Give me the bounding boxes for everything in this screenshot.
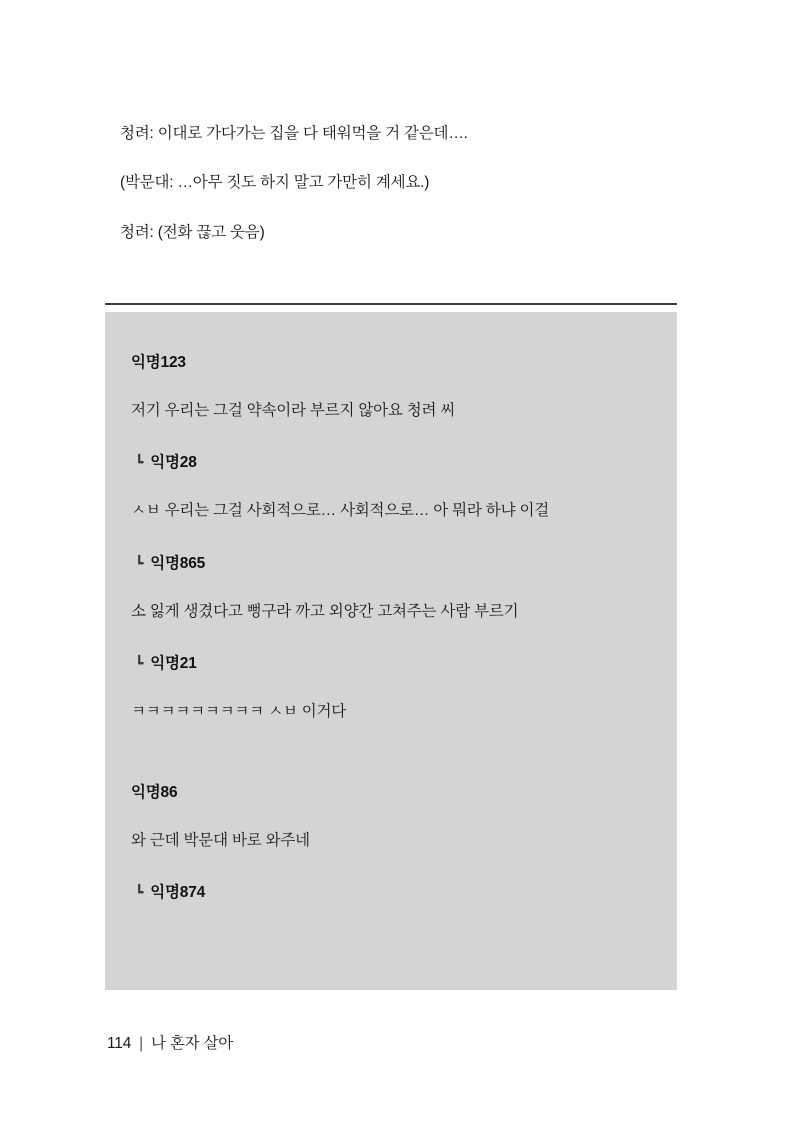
footer-separator: | xyxy=(139,1035,143,1052)
reply-arrow-icon: ┗ xyxy=(135,655,144,672)
script-line: 청려: 이대로 가다가는 집을 다 태워먹을 거 같은데…. xyxy=(120,125,468,142)
script-dialogue-block xyxy=(120,122,680,244)
reply-author-label: 익명28 xyxy=(150,454,197,472)
reply-body: ㅋㅋㅋㅋㅋㅋㅋㅋㅋ ㅅㅂ 이거다 xyxy=(131,703,347,721)
post-author: 익명86 xyxy=(131,783,178,801)
reply-author xyxy=(135,651,651,673)
reply-author xyxy=(135,880,651,902)
post-author: 익명123 xyxy=(131,354,186,371)
page-number: 114 xyxy=(107,1035,132,1052)
forum-comment-panel xyxy=(105,312,677,990)
reply-author-label: 익명21 xyxy=(150,655,197,673)
reply-author-label: 익명865 xyxy=(150,554,206,572)
reply-body: 소 잃게 생겼다고 뻥구라 까고 외양간 고쳐주는 사람 부르기 xyxy=(131,602,519,620)
post-body: 저기 우리는 그걸 약속이라 부르지 않아요 청려 씨 xyxy=(131,402,456,419)
reply-arrow-icon: ┗ xyxy=(135,554,144,571)
reply-author xyxy=(135,450,651,472)
reply-author-label: 익명874 xyxy=(150,884,206,902)
script-line: 청려: (전화 끊고 웃음) xyxy=(120,223,265,241)
script-line: (박문대: …아무 짓도 하지 말고 가만히 계세요.) xyxy=(120,174,430,192)
reply-arrow-icon: ┗ xyxy=(135,454,144,471)
section-divider-rule xyxy=(105,303,677,305)
page-footer xyxy=(107,1031,233,1053)
reply-author xyxy=(135,551,651,573)
forum-thread xyxy=(131,780,651,902)
post-body: 와 근데 박문대 바로 와주네 xyxy=(131,831,310,849)
forum-thread xyxy=(131,350,651,724)
reply-body: ㅅㅂ 우리는 그걸 사회적으로… 사회적으로… 아 뭐라 하냐 이걸 xyxy=(131,502,550,520)
book-title: 나 혼자 살아 xyxy=(150,1035,234,1052)
reply-arrow-icon: ┗ xyxy=(135,884,144,901)
